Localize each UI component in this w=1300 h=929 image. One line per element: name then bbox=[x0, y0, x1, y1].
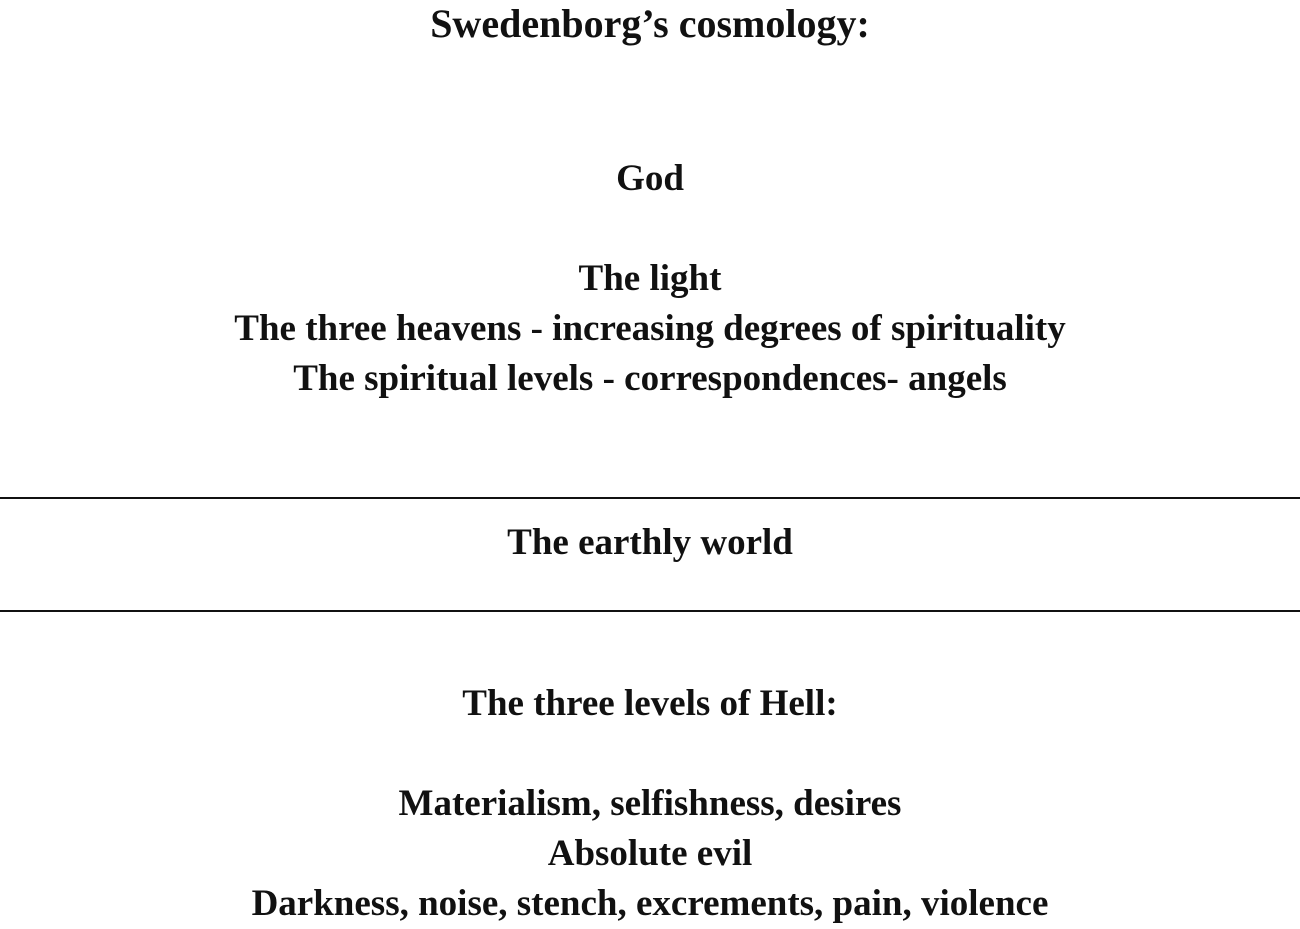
god-label: God bbox=[616, 158, 684, 199]
diagram-title: Swedenborg’s cosmology: bbox=[430, 1, 870, 46]
spiritual-levels-label: The spiritual levels - correspondences- angels bbox=[293, 358, 1007, 399]
light-label: The light bbox=[578, 258, 722, 299]
hell-level-3: Darkness, noise, stench, excrements, pain, violence bbox=[251, 883, 1049, 924]
three-heavens-label: The three heavens - increasing degrees of spirituality bbox=[234, 308, 1066, 349]
hell-level-2: Absolute evil bbox=[547, 833, 753, 874]
lower-divider bbox=[0, 610, 1300, 612]
hell-level-1: Materialism, selfishness, desires bbox=[398, 783, 902, 824]
earthly-world-label: The earthly world bbox=[507, 522, 793, 563]
hell-heading: The three levels of Hell: bbox=[462, 683, 838, 724]
upper-divider bbox=[0, 497, 1300, 499]
